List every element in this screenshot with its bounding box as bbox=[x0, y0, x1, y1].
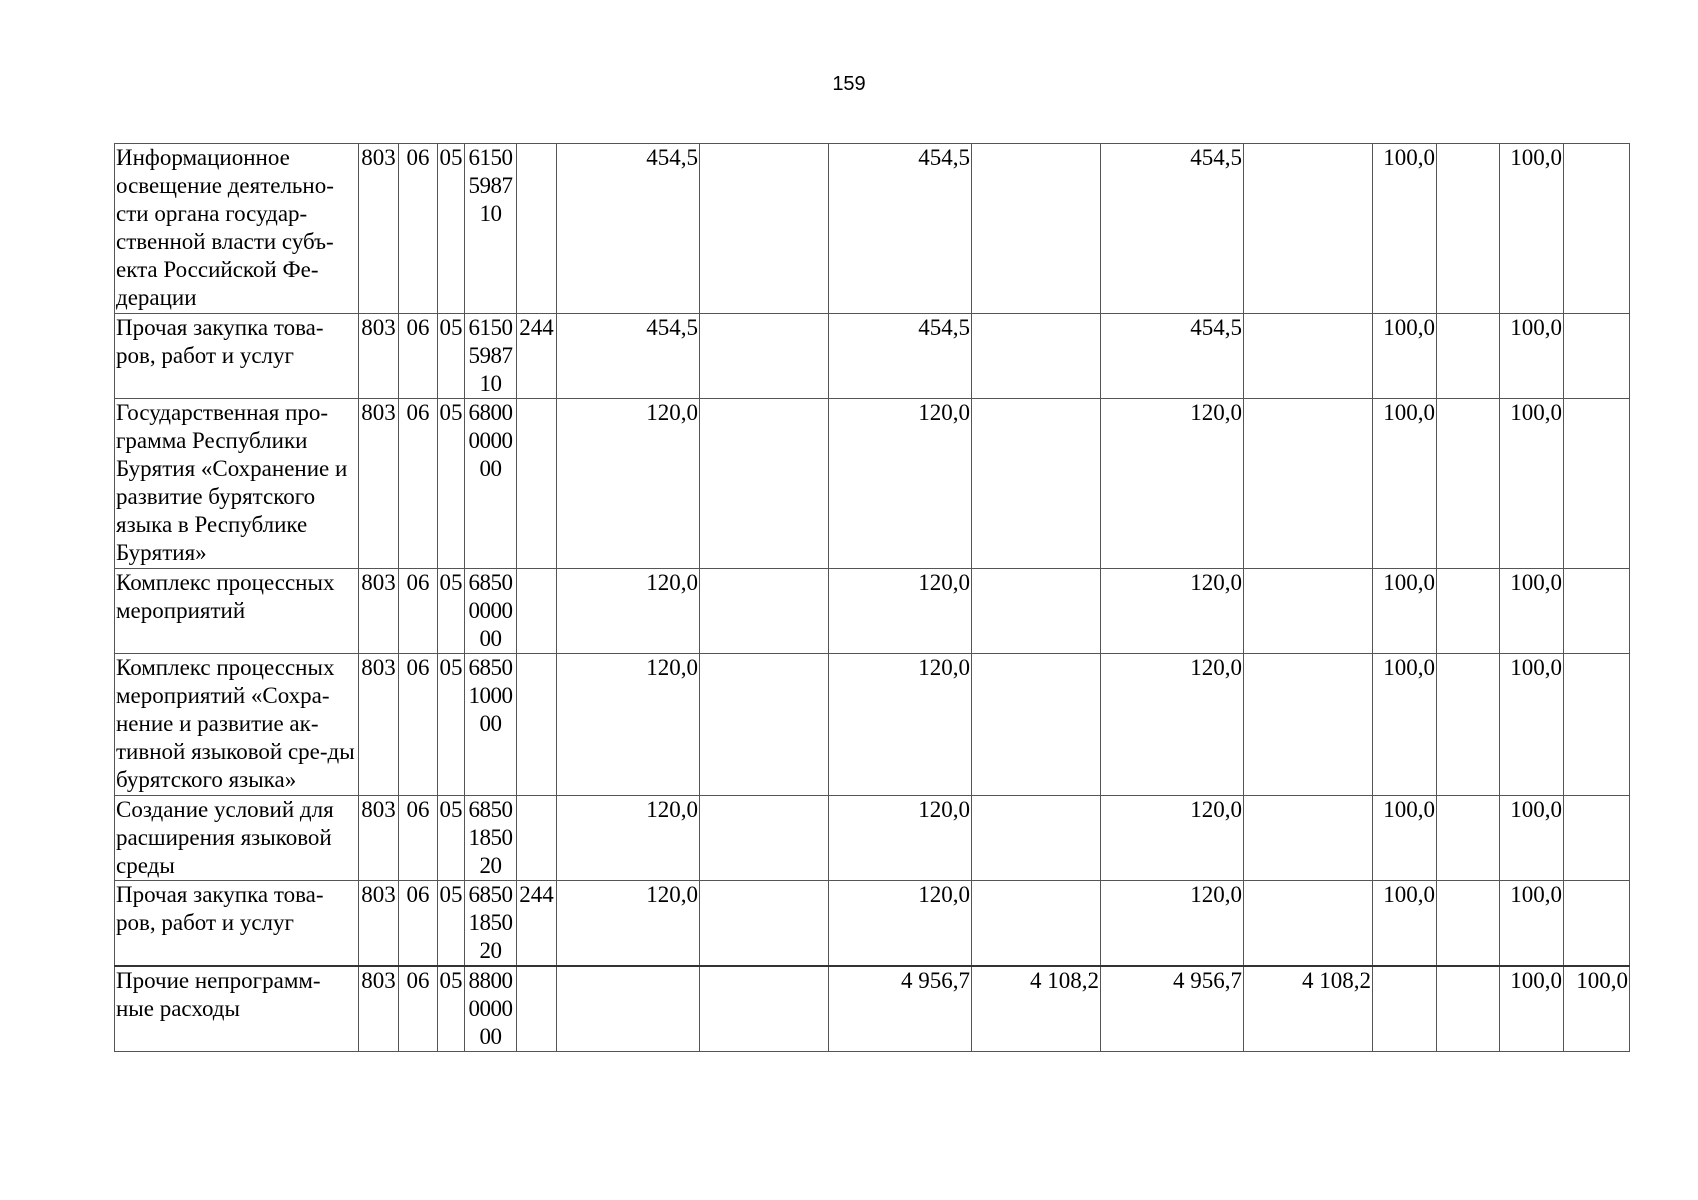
target-article-line: 10 bbox=[479, 371, 502, 396]
section-code-cell: 06 bbox=[399, 399, 438, 569]
target-article-line: 20 bbox=[479, 938, 502, 963]
amount-cell-6 bbox=[1244, 881, 1373, 967]
expense-type-cell bbox=[517, 654, 557, 796]
amount-cell-7: 100,0 bbox=[1373, 654, 1437, 796]
subsection-code-cell: 05 bbox=[438, 796, 465, 881]
ved-code-cell: 803 bbox=[359, 399, 399, 569]
amount-cell-3: 454,5 bbox=[829, 314, 972, 399]
ved-code-cell: 803 bbox=[359, 966, 399, 1052]
subsection-code-cell: 05 bbox=[438, 569, 465, 654]
amount-cell-3: 120,0 bbox=[829, 654, 972, 796]
amount-cell-7: 100,0 bbox=[1373, 399, 1437, 569]
section-code-cell: 06 bbox=[399, 569, 438, 654]
amount-cell-6 bbox=[1244, 144, 1373, 314]
amount-cell-1: 454,5 bbox=[557, 314, 700, 399]
item-name-cell: Государственная про-грамма Республики Бурятия «Сохранение и развитие бурятского языка в Республике Бурятия» bbox=[115, 399, 359, 569]
amount-cell-3: 4 956,7 bbox=[829, 966, 972, 1052]
amount-cell-4 bbox=[972, 314, 1101, 399]
amount-cell-3: 120,0 bbox=[829, 569, 972, 654]
amount-cell-4: 4 108,2 bbox=[972, 966, 1101, 1052]
amount-cell-5: 120,0 bbox=[1101, 796, 1244, 881]
amount-cell-7: 100,0 bbox=[1373, 569, 1437, 654]
amount-cell-1: 120,0 bbox=[557, 654, 700, 796]
ved-code-cell: 803 bbox=[359, 654, 399, 796]
target-article-line: 00 bbox=[479, 1024, 502, 1049]
subsection-code-cell: 05 bbox=[438, 881, 465, 967]
amount-cell-2 bbox=[700, 399, 829, 569]
amount-cell-5: 120,0 bbox=[1101, 569, 1244, 654]
table-row bbox=[115, 796, 1630, 881]
ved-code-cell: 803 bbox=[359, 881, 399, 967]
expense-type-cell bbox=[517, 144, 557, 314]
amount-cell-8 bbox=[1437, 796, 1500, 881]
amount-cell-1: 120,0 bbox=[557, 881, 700, 967]
amount-cell-7 bbox=[1373, 966, 1437, 1052]
section-code-cell: 06 bbox=[399, 654, 438, 796]
amount-cell-10: 100,0 bbox=[1564, 966, 1630, 1052]
amount-cell-3: 454,5 bbox=[829, 144, 972, 314]
target-article-line: 8800 bbox=[468, 968, 513, 993]
amount-cell-7: 100,0 bbox=[1373, 796, 1437, 881]
amount-cell-3: 120,0 bbox=[829, 796, 972, 881]
amount-cell-8 bbox=[1437, 399, 1500, 569]
subsection-code-cell: 05 bbox=[438, 966, 465, 1052]
table-row bbox=[115, 569, 1630, 654]
target-article-line: 6150 bbox=[468, 315, 513, 340]
target-article-line: 00 bbox=[479, 456, 502, 481]
target-article-line: 6850 bbox=[468, 570, 513, 595]
table-body bbox=[115, 144, 1630, 1052]
amount-cell-8 bbox=[1437, 654, 1500, 796]
amount-cell-1: 120,0 bbox=[557, 569, 700, 654]
target-article-cell bbox=[465, 966, 517, 1052]
expense-type-cell bbox=[517, 796, 557, 881]
amount-cell-2 bbox=[700, 881, 829, 967]
target-article-cell bbox=[465, 144, 517, 314]
amount-cell-4 bbox=[972, 144, 1101, 314]
amount-cell-5: 120,0 bbox=[1101, 881, 1244, 967]
amount-cell-2 bbox=[700, 654, 829, 796]
amount-cell-7: 100,0 bbox=[1373, 881, 1437, 967]
table-row bbox=[115, 314, 1630, 399]
amount-cell-2 bbox=[700, 144, 829, 314]
amount-cell-9: 100,0 bbox=[1500, 881, 1564, 967]
table-row bbox=[115, 881, 1630, 967]
section-code-cell: 06 bbox=[399, 144, 438, 314]
amount-cell-9: 100,0 bbox=[1500, 314, 1564, 399]
item-name-cell: Информационное освещение деятельно-сти органа государ-ственной власти субъ-екта Российской Фе-дерации bbox=[115, 144, 359, 314]
target-article-line: 6150 bbox=[468, 145, 513, 170]
target-article-cell bbox=[465, 654, 517, 796]
target-article-line: 20 bbox=[479, 853, 502, 878]
amount-cell-5: 120,0 bbox=[1101, 654, 1244, 796]
section-code-cell: 06 bbox=[399, 966, 438, 1052]
amount-cell-6 bbox=[1244, 569, 1373, 654]
target-article-cell bbox=[465, 399, 517, 569]
expense-type-cell: 244 bbox=[517, 881, 557, 967]
target-article-cell bbox=[465, 881, 517, 967]
amount-cell-6 bbox=[1244, 796, 1373, 881]
amount-cell-2 bbox=[700, 314, 829, 399]
section-code-cell: 06 bbox=[399, 314, 438, 399]
target-article-line: 5987 bbox=[468, 173, 513, 198]
amount-cell-1: 454,5 bbox=[557, 144, 700, 314]
amount-cell-9: 100,0 bbox=[1500, 796, 1564, 881]
amount-cell-2 bbox=[700, 966, 829, 1052]
subsection-code-cell: 05 bbox=[438, 144, 465, 314]
amount-cell-6 bbox=[1244, 654, 1373, 796]
item-name-cell: Прочая закупка това-ров, работ и услуг bbox=[115, 314, 359, 399]
amount-cell-9: 100,0 bbox=[1500, 654, 1564, 796]
amount-cell-10 bbox=[1564, 399, 1630, 569]
amount-cell-4 bbox=[972, 399, 1101, 569]
target-article-line: 00 bbox=[479, 711, 502, 736]
target-article-line: 6850 bbox=[468, 882, 513, 907]
amount-cell-3: 120,0 bbox=[829, 881, 972, 967]
target-article-line: 1850 bbox=[468, 910, 513, 935]
expense-type-cell bbox=[517, 399, 557, 569]
section-code-cell: 06 bbox=[399, 796, 438, 881]
expense-type-cell bbox=[517, 569, 557, 654]
amount-cell-3: 120,0 bbox=[829, 399, 972, 569]
item-name-cell: Комплекс процессных мероприятий bbox=[115, 569, 359, 654]
amount-cell-6 bbox=[1244, 399, 1373, 569]
amount-cell-10 bbox=[1564, 569, 1630, 654]
target-article-line: 6850 bbox=[468, 655, 513, 680]
item-name-cell: Комплекс процессных мероприятий «Сохра-нение и развитие ак-тивной языковой сре-ды бурятского языка» bbox=[115, 654, 359, 796]
ved-code-cell: 803 bbox=[359, 144, 399, 314]
expense-type-cell bbox=[517, 966, 557, 1052]
target-article-line: 0000 bbox=[468, 598, 513, 623]
amount-cell-9: 100,0 bbox=[1500, 966, 1564, 1052]
subsection-code-cell: 05 bbox=[438, 399, 465, 569]
target-article-cell bbox=[465, 569, 517, 654]
amount-cell-10 bbox=[1564, 881, 1630, 967]
amount-cell-9: 100,0 bbox=[1500, 144, 1564, 314]
amount-cell-5: 454,5 bbox=[1101, 144, 1244, 314]
amount-cell-4 bbox=[972, 569, 1101, 654]
amount-cell-7: 100,0 bbox=[1373, 314, 1437, 399]
ved-code-cell: 803 bbox=[359, 314, 399, 399]
amount-cell-6: 4 108,2 bbox=[1244, 966, 1373, 1052]
target-article-line: 1000 bbox=[468, 683, 513, 708]
budget-table bbox=[114, 143, 1630, 1052]
amount-cell-10 bbox=[1564, 796, 1630, 881]
amount-cell-9: 100,0 bbox=[1500, 569, 1564, 654]
target-article-line: 10 bbox=[479, 201, 502, 226]
amount-cell-8 bbox=[1437, 314, 1500, 399]
ved-code-cell: 803 bbox=[359, 796, 399, 881]
amount-cell-10 bbox=[1564, 144, 1630, 314]
amount-cell-1: 120,0 bbox=[557, 796, 700, 881]
table-row bbox=[115, 966, 1630, 1052]
subsection-code-cell: 05 bbox=[438, 654, 465, 796]
amount-cell-8 bbox=[1437, 144, 1500, 314]
amount-cell-1 bbox=[557, 966, 700, 1052]
amount-cell-7: 100,0 bbox=[1373, 144, 1437, 314]
table-row bbox=[115, 144, 1630, 314]
amount-cell-4 bbox=[972, 654, 1101, 796]
amount-cell-10 bbox=[1564, 314, 1630, 399]
amount-cell-2 bbox=[700, 796, 829, 881]
item-name-cell: Создание условий для расширения языковой среды bbox=[115, 796, 359, 881]
target-article-line: 0000 bbox=[468, 428, 513, 453]
amount-cell-10 bbox=[1564, 654, 1630, 796]
item-name-cell: Прочие непрограмм-ные расходы bbox=[115, 966, 359, 1052]
amount-cell-9: 100,0 bbox=[1500, 399, 1564, 569]
expense-type-cell: 244 bbox=[517, 314, 557, 399]
amount-cell-8 bbox=[1437, 881, 1500, 967]
amount-cell-6 bbox=[1244, 314, 1373, 399]
target-article-cell bbox=[465, 314, 517, 399]
amount-cell-5: 454,5 bbox=[1101, 314, 1244, 399]
target-article-line: 5987 bbox=[468, 343, 513, 368]
item-name-cell: Прочая закупка това-ров, работ и услуг bbox=[115, 881, 359, 967]
table-row bbox=[115, 654, 1630, 796]
target-article-line: 6800 bbox=[468, 400, 513, 425]
amount-cell-8 bbox=[1437, 966, 1500, 1052]
target-article-line: 1850 bbox=[468, 825, 513, 850]
amount-cell-4 bbox=[972, 796, 1101, 881]
amount-cell-1: 120,0 bbox=[557, 399, 700, 569]
amount-cell-4 bbox=[972, 881, 1101, 967]
amount-cell-5: 4 956,7 bbox=[1101, 966, 1244, 1052]
amount-cell-5: 120,0 bbox=[1101, 399, 1244, 569]
target-article-cell bbox=[465, 796, 517, 881]
target-article-line: 0000 bbox=[468, 996, 513, 1021]
subsection-code-cell: 05 bbox=[438, 314, 465, 399]
amount-cell-2 bbox=[700, 569, 829, 654]
amount-cell-8 bbox=[1437, 569, 1500, 654]
ved-code-cell: 803 bbox=[359, 569, 399, 654]
target-article-line: 00 bbox=[479, 626, 502, 651]
section-code-cell: 06 bbox=[399, 881, 438, 967]
target-article-line: 6850 bbox=[468, 797, 513, 822]
page-number: 159 bbox=[832, 73, 866, 95]
table-row bbox=[115, 399, 1630, 569]
